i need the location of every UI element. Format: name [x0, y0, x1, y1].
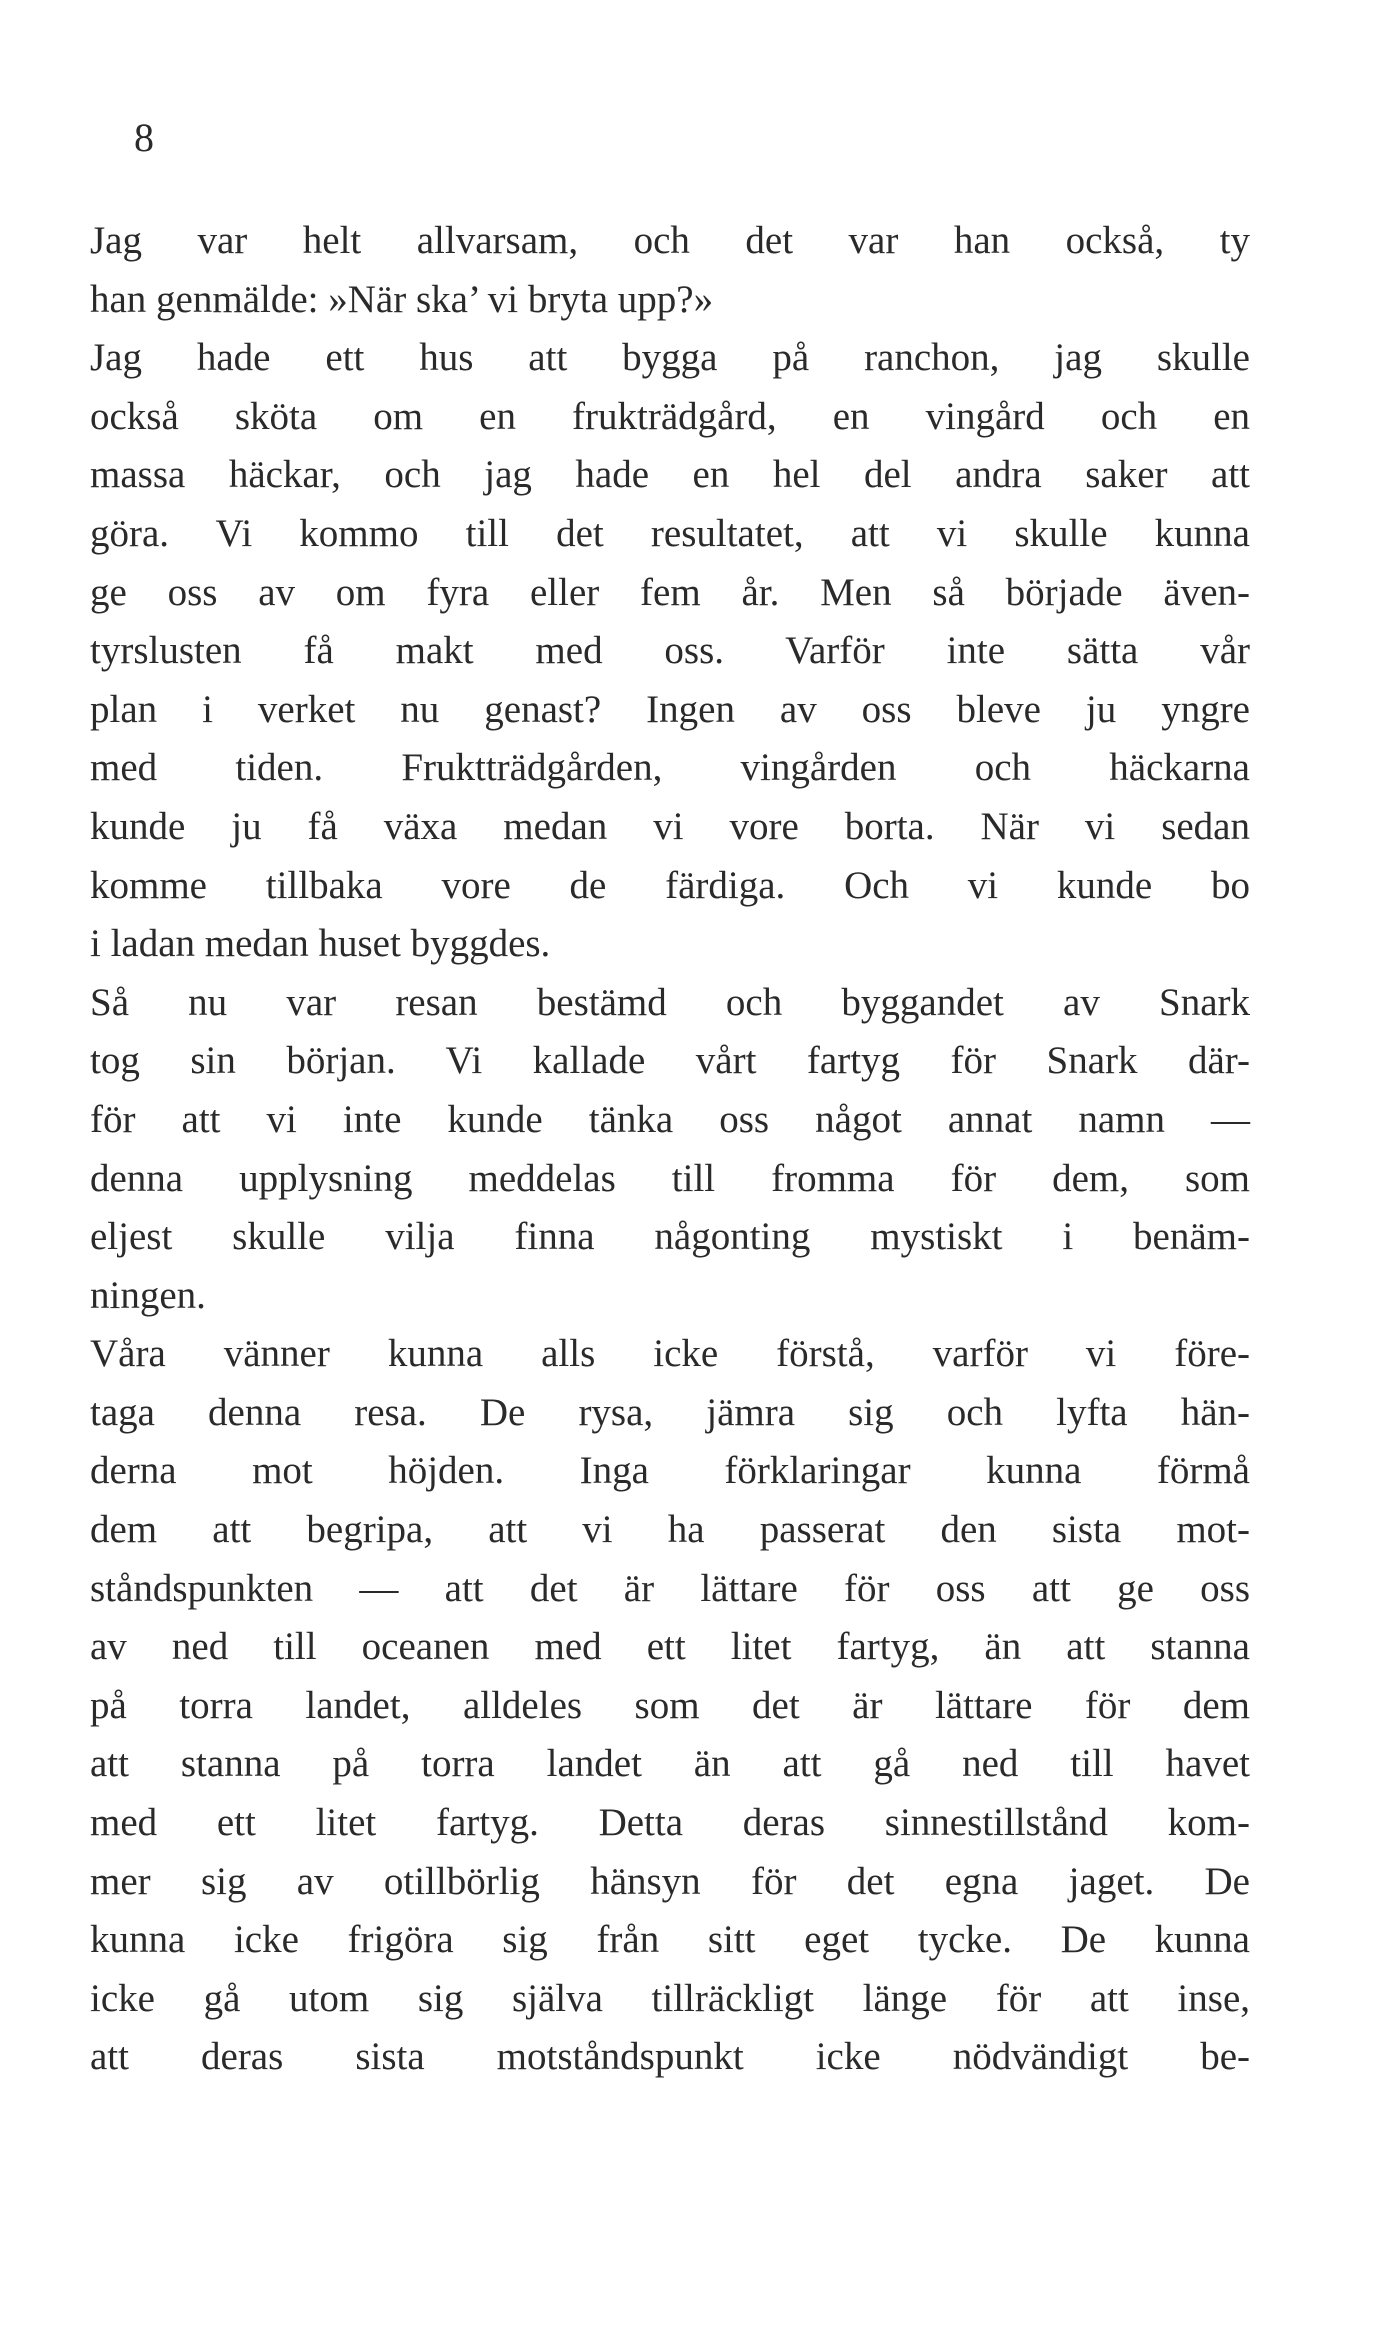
text-line: plan i verket nu genast? Ingen av oss bleve ju yngre [90, 687, 1250, 731]
text-line: han genmälde: »När ska’ vi bryta upp?» [90, 277, 714, 321]
text-line: Jag var helt allvarsam, och det var han också, ty [90, 219, 1250, 262]
text-line: att deras sista motståndspunkt icke nödvändigt be- [90, 2035, 1250, 2079]
text-line: dem att begripa, att vi ha passerat den sista mot- [90, 1508, 1250, 1552]
text-line: denna upplysning meddelas till fromma för dem, som [90, 1156, 1250, 1200]
text-line: med ett litet fartyg. Detta deras sinnestillstånd kom- [90, 1801, 1250, 1845]
text-line: Våra vänner kunna alls icke förstå, varför vi före- [90, 1332, 1250, 1376]
text-line: massa häckar, och jag hade en hel del andra saker att [90, 453, 1250, 497]
text-line: med tiden. Fruktträdgården, vingården och häckarna [90, 746, 1250, 790]
text-line: ge oss av om fyra eller fem år. Men så började även- [90, 570, 1250, 614]
text-line: Jag hade ett hus att bygga på ranchon, jag skulle [90, 336, 1250, 380]
text-line: i ladan medan huset byggdes. [90, 922, 551, 966]
body-text [90, 212, 1250, 2087]
text-line: att stanna på torra landet än att gå ned till havet [90, 1742, 1250, 1786]
text-line: komme tillbaka vore de färdiga. Och vi kunde bo [90, 863, 1250, 907]
page-number: 8 [134, 115, 154, 160]
text-line: taga denna resa. De rysa, jämra sig och lyfta hän- [90, 1390, 1250, 1434]
text-line: tyrslusten få makt med oss. Varför inte sätta vår [90, 629, 1250, 673]
text-line: kunna icke frigöra sig från sitt eget tycke. De kunna [90, 1918, 1250, 1962]
text-line: tog sin början. Vi kallade vårt fartyg för Snark där- [90, 1039, 1250, 1083]
text-line: för att vi inte kunde tänka oss något annat namn — [90, 1097, 1250, 1141]
text-line: ningen. [90, 1273, 206, 1317]
text-line: på torra landet, alldeles som det är lättare för dem [90, 1683, 1250, 1727]
text-line: icke gå utom sig själva tillräckligt länge för att inse, [90, 1976, 1250, 2020]
text-line: Så nu var resan bestämd och byggandet av Snark [90, 980, 1250, 1024]
text-line: eljest skulle vilja finna någonting mystiskt i benäm- [90, 1215, 1250, 1259]
text-line: mer sig av otillbörlig hänsyn för det egna jaget. De [90, 1859, 1250, 1903]
text-line: derna mot höjden. Inga förklaringar kunna förmå [90, 1449, 1250, 1493]
text-line: ståndspunkten — att det är lättare för oss att ge oss [90, 1566, 1250, 1610]
text-line: göra. Vi kommo till det resultatet, att vi skulle kunna [90, 511, 1250, 555]
text-line: kunde ju få växa medan vi vore borta. När vi sedan [90, 804, 1250, 848]
text-line: också sköta om en frukträdgård, en vingård och en [90, 394, 1250, 438]
text-line: av ned till oceanen med ett litet fartyg, än att stanna [90, 1625, 1250, 1669]
